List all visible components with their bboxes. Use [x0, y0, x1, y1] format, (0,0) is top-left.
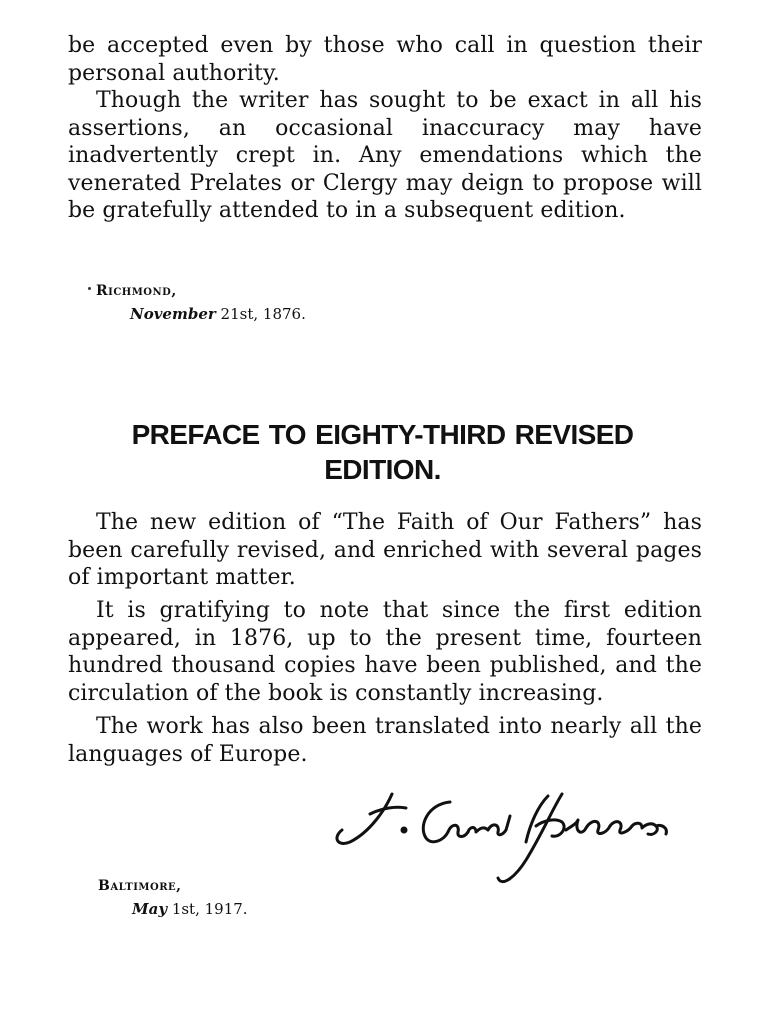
- preface-paragraph-1: The new edition of “The Faith of Our Fathers” has been carefully revised, and enriched with several pages of important matter.: [68, 510, 702, 590]
- dateline-month: November: [130, 305, 216, 323]
- dateline-place: Baltimore,: [98, 878, 182, 894]
- baltimore-dateline: [98, 878, 248, 918]
- preface-paragraph-2: It is gratifying to note that since the first edition appeared, in 1876, up to the present time, fourteen hundred thousand copies have been published, and the circulation of the book is constantly increasing.: [68, 598, 702, 706]
- preface-heading: [60, 417, 705, 487]
- continued-paragraph: be accepted even by those who call in question their personal authority.: [68, 33, 702, 86]
- dateline-day-year: 1st, 1917.: [167, 900, 248, 918]
- writer-note-paragraph: Though the writer has sought to be exact in all his assertions, an occasional inaccuracy may have inadvertently crept in. Any emendations which the venerated Prelates or Clergy may deign to propose will be gratefully attended to in a subsequent edition.: [68, 88, 702, 223]
- print-speck: [88, 287, 91, 290]
- handwritten-signature: [330, 780, 675, 900]
- dateline-day-year: 21st, 1876.: [215, 305, 306, 323]
- dateline-date: [132, 900, 248, 918]
- preface-heading-line2: EDITION.: [324, 454, 441, 485]
- dateline-place: Richmond,: [96, 283, 177, 299]
- dateline-month: May: [132, 900, 168, 918]
- preface-heading-line1: PREFACE TO EIGHTY-THIRD REVISED: [131, 419, 634, 450]
- preface-paragraph-3: The work has also been translated into nearly all the languages of Europe.: [68, 714, 702, 767]
- richmond-dateline: [96, 283, 306, 323]
- dateline-date: [130, 305, 306, 323]
